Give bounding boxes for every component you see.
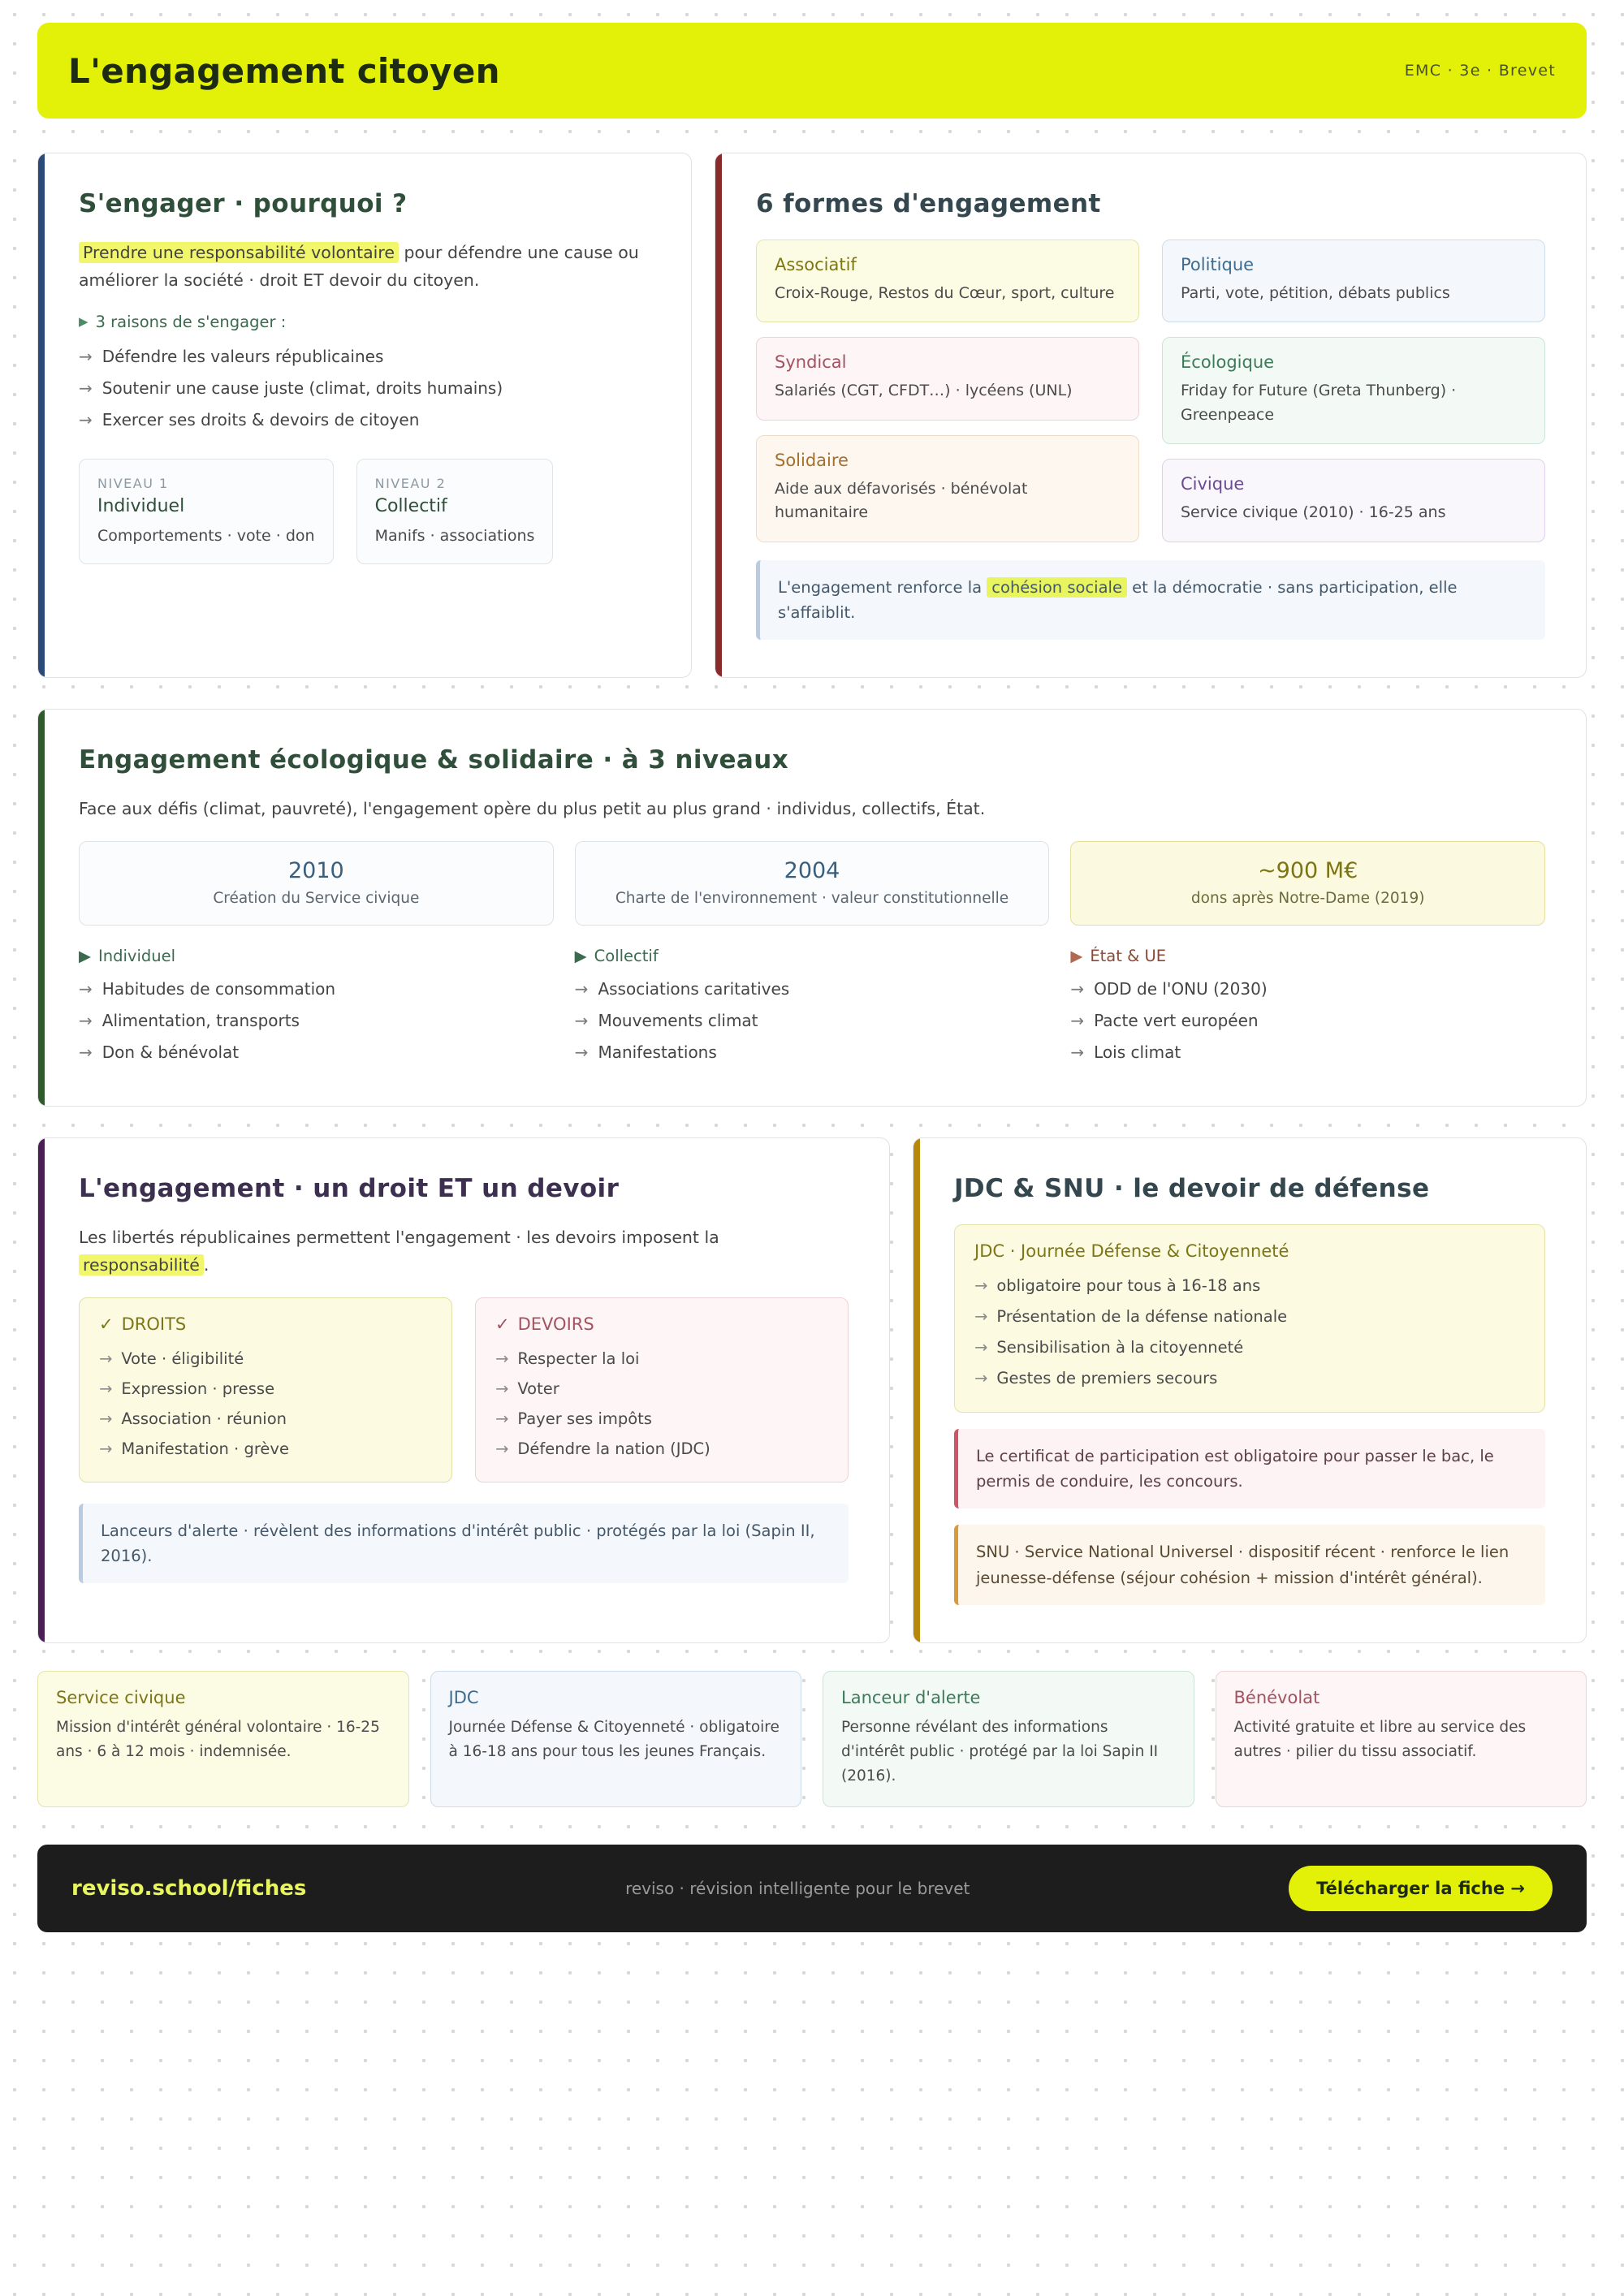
pourquoi-reasons — [79, 341, 650, 436]
glossary-item — [823, 1671, 1194, 1807]
arrow-icon: → — [974, 1275, 988, 1295]
footer-brand[interactable]: reviso.school/fiches — [71, 1875, 307, 1901]
list-item: → Vote · éligibilité — [99, 1344, 432, 1374]
glossary-definition: Mission d'intérêt général volontaire · 16-25 ans · 6 à 12 mois · indemnisée. — [56, 1718, 380, 1760]
arrow-icon: → — [574, 1010, 589, 1030]
stat-number: 2010 — [287, 857, 344, 883]
note-highlight: cohésion sociale — [987, 577, 1127, 598]
list-item: → obligatoire pour tous à 16-18 ans — [974, 1271, 1525, 1301]
glossary-term: JDC — [448, 1687, 479, 1707]
arrow-icon: → — [974, 1306, 988, 1326]
card-spine — [38, 710, 45, 1106]
jdc-box — [954, 1224, 1545, 1413]
page-header — [37, 23, 1587, 119]
lanceurs-note: Lanceurs d'alerte · révèlent des informations d'intérêt public · protégés par la loi (Sapin II, 2016). — [79, 1504, 849, 1583]
snu-note: SNU · Service National Universel · dispositif récent · renforce le lien jeunesse-défense (séjour cohésion + mission d'intérêt général). — [954, 1525, 1545, 1604]
eco-stats — [79, 841, 1545, 926]
pourquoi-lead-rest: pour défendre une cause ou améliorer la société · droit ET devoir du citoyen. — [79, 243, 639, 290]
droits-head: DROITS — [121, 1314, 187, 1334]
arrow-icon: → — [99, 1379, 113, 1398]
level-title: Individuel — [97, 495, 185, 516]
section-title-jdc: JDC & SNU · le devoir de défense — [954, 1173, 1430, 1203]
arrow-icon: → — [79, 346, 93, 366]
forme-ecologique — [1162, 337, 1545, 444]
arrow-icon: → — [974, 1337, 988, 1357]
stat-card — [79, 841, 554, 926]
glossary-term: Lanceur d'alerte — [841, 1687, 981, 1707]
page-title: L'engagement citoyen — [68, 50, 500, 91]
pourquoi-sub-label — [79, 313, 650, 331]
level-tag: NIVEAU 1 — [97, 475, 169, 491]
arrow-icon: → — [79, 1042, 93, 1062]
card-jdc-snu — [913, 1137, 1587, 1643]
stat-caption: Charte de l'environnement · valeur constitutionnelle — [615, 889, 1009, 907]
list-item: → Présentation de la défense nationale — [974, 1301, 1525, 1332]
forme-desc: Salariés (CGT, CFDT…) · lycéens (UNL) — [775, 382, 1073, 400]
eco-column-head: Individuel — [98, 946, 176, 965]
eco-columns — [79, 947, 1545, 1068]
list-item: → ODD de l'ONU (2030) — [1070, 973, 1545, 1005]
forme-title: Syndical — [775, 352, 847, 373]
arrow-icon: → — [1070, 1042, 1085, 1062]
formes-grid — [756, 240, 1545, 557]
card-formes — [715, 153, 1587, 678]
eco-lead: Face aux défis (climat, pauvreté), l'engagement opère du plus petit au plus grand · individus, collectifs, État. — [79, 799, 986, 819]
card-ecologique — [37, 709, 1587, 1107]
jdc-box-head: JDC · Journée Défense & Citoyenneté — [974, 1241, 1289, 1261]
arrow-icon: → — [495, 1409, 509, 1428]
forme-desc: Aide aux défavorisés · bénévolat humanitaire — [775, 479, 1028, 522]
list-item: → Associations caritatives — [575, 973, 1050, 1005]
glossary — [37, 1671, 1587, 1807]
arrow-icon: → — [79, 378, 93, 398]
formes-note: L'engagement renforce la cohésion sociale et la démocratie · sans participation, elle s'affaiblit. — [756, 560, 1545, 640]
level-title: Collectif — [374, 495, 447, 516]
arrow-icon: → — [495, 1439, 509, 1458]
glossary-item — [430, 1671, 802, 1807]
list-item: → Pacte vert européen — [1070, 1005, 1545, 1037]
list-item: → Défendre les valeurs républicaines — [79, 341, 650, 373]
droit-lead-highlight: responsabilité — [79, 1254, 204, 1275]
arrow-icon: → — [574, 1042, 589, 1062]
page-meta: EMC · 3e · Brevet — [1404, 62, 1556, 80]
level-tag: NIVEAU 2 — [374, 475, 447, 491]
fiche-page — [16, 0, 1608, 1932]
forme-desc: Parti, vote, pétition, débats publics — [1181, 284, 1450, 302]
list-item: → Habitudes de consommation — [79, 973, 554, 1005]
list-item: → Association · réunion — [99, 1404, 432, 1434]
arrow-icon: → — [495, 1379, 509, 1398]
forme-solidaire — [756, 435, 1139, 542]
section-title-formes: 6 formes d'engagement — [756, 189, 1101, 218]
droits-box — [79, 1297, 452, 1482]
list-item: → Respecter la loi — [495, 1344, 828, 1374]
pourquoi-lead — [79, 240, 650, 295]
card-spine — [914, 1138, 920, 1642]
list-item: → Exercer ses droits & devoirs de citoyen — [79, 404, 650, 436]
list-item: → Manifestations — [575, 1037, 1050, 1068]
glossary-item — [1216, 1671, 1587, 1807]
list-item: → Lois climat — [1070, 1037, 1545, 1068]
eco-column-etat — [1070, 947, 1545, 1068]
list-item: → Voter — [495, 1374, 828, 1404]
arrow-icon: → — [99, 1439, 113, 1458]
arrow-icon: → — [79, 409, 93, 429]
pourquoi-sub-label-text: 3 raisons de s'engager : — [95, 312, 287, 331]
arrow-icon: → — [99, 1409, 113, 1428]
forme-title: Écologique — [1181, 352, 1275, 373]
droits-devoirs-grid — [79, 1297, 849, 1482]
level-body: Manifs · associations — [374, 526, 535, 545]
check-icon: ✓ — [99, 1314, 114, 1334]
arrow-icon: → — [495, 1349, 509, 1368]
stat-card — [1070, 841, 1545, 926]
glossary-term: Bénévolat — [1233, 1687, 1320, 1707]
list-item: → Gestes de premiers secours — [974, 1363, 1525, 1394]
footer-tagline: reviso · révision intelligente pour le brevet — [625, 1878, 970, 1898]
download-button[interactable]: Télécharger la fiche → — [1289, 1866, 1553, 1911]
forme-associatif — [756, 240, 1139, 322]
arrow-icon: → — [1070, 978, 1085, 999]
triangle-icon: ▶ — [79, 946, 91, 965]
pourquoi-lead-highlight: Prendre une responsabilité volontaire — [79, 242, 399, 263]
arrow-icon: → — [79, 978, 93, 999]
list-item: → Expression · presse — [99, 1374, 432, 1404]
list-item: → Soutenir une cause juste (climat, droits humains) — [79, 373, 650, 404]
forme-politique — [1162, 240, 1545, 322]
card-droit-devoir — [37, 1137, 890, 1643]
forme-title: Associatif — [775, 255, 857, 274]
list-item: → Don & bénévolat — [79, 1037, 554, 1068]
forme-desc: Friday for Future (Greta Thunberg) · Greenpeace — [1181, 382, 1457, 424]
forme-title: Politique — [1181, 255, 1255, 274]
list-item: → Sensibilisation à la citoyenneté — [974, 1332, 1525, 1363]
glossary-definition: Personne révélant des informations d'intérêt public · protégé par la loi Sapin II (2016). — [841, 1718, 1159, 1785]
level-card-1 — [79, 459, 334, 565]
card-pourquoi — [37, 153, 692, 678]
eco-column-head: Collectif — [594, 946, 659, 965]
row-bottom — [37, 1137, 1587, 1643]
list-item: → Alimentation, transports — [79, 1005, 554, 1037]
devoirs-head: DEVOIRS — [517, 1314, 594, 1334]
arrow-icon: → — [99, 1349, 113, 1368]
list-item: → Défendre la nation (JDC) — [495, 1434, 828, 1464]
forme-syndical — [756, 337, 1139, 420]
page-footer — [37, 1845, 1587, 1932]
forme-title: Solidaire — [775, 450, 849, 470]
card-spine — [715, 153, 722, 677]
level-card-2 — [356, 459, 554, 565]
eco-column-head: État & UE — [1090, 946, 1167, 965]
section-title-eco: Engagement écologique & solidaire · à 3 niveaux — [79, 745, 789, 775]
stat-card — [575, 841, 1050, 926]
eco-column-collectif — [575, 947, 1050, 1068]
forme-civique — [1162, 459, 1545, 542]
forme-title: Civique — [1181, 474, 1245, 494]
triangle-icon: ▶ — [1070, 946, 1083, 965]
forme-desc: Croix-Rouge, Restos du Cœur, sport, culture — [775, 284, 1115, 302]
devoirs-box — [475, 1297, 849, 1482]
forme-desc: Service civique (2010) · 16-25 ans — [1181, 503, 1446, 522]
stat-caption: Création du Service civique — [213, 889, 420, 907]
glossary-item — [37, 1671, 409, 1807]
glossary-definition: Journée Défense & Citoyenneté · obligatoire à 16-18 ans pour tous les jeunes Français. — [448, 1718, 780, 1760]
list-item: → Mouvements climat — [575, 1005, 1050, 1037]
card-spine — [38, 1138, 45, 1642]
arrow-icon: → — [1070, 1010, 1085, 1030]
droit-lead: Les libertés républicaines permettent l'engagement · les devoirs imposent la responsabilité . — [79, 1227, 719, 1275]
pourquoi-levels — [79, 459, 650, 565]
list-item: → Payer ses impôts — [495, 1404, 828, 1434]
certificat-note: Le certificat de participation est obligatoire pour passer le bac, le permis de conduire, les concours. — [954, 1429, 1545, 1508]
eco-column-individuel — [79, 947, 554, 1068]
section-title-pourquoi: S'engager · pourquoi ? — [79, 189, 408, 218]
triangle-icon: ▶ — [574, 946, 587, 965]
stat-number: ~900 M€ — [1258, 857, 1358, 883]
triangle-icon: ▶ — [79, 314, 89, 330]
stat-number: 2004 — [784, 857, 840, 883]
stat-caption: dons après Notre-Dame (2019) — [1190, 889, 1425, 907]
glossary-definition: Activité gratuite et libre au service des autres · pilier du tissu associatif. — [1233, 1718, 1527, 1760]
level-body: Comportements · vote · don — [97, 526, 315, 545]
glossary-term: Service civique — [56, 1687, 186, 1707]
row-top — [37, 153, 1587, 678]
arrow-icon: → — [574, 978, 589, 999]
card-spine — [38, 153, 45, 677]
arrow-icon: → — [79, 1010, 93, 1030]
arrow-icon: → — [974, 1368, 988, 1388]
section-title-droit: L'engagement · un droit ET un devoir — [79, 1173, 620, 1203]
list-item: → Manifestation · grève — [99, 1434, 432, 1464]
check-icon: ✓ — [495, 1314, 510, 1334]
